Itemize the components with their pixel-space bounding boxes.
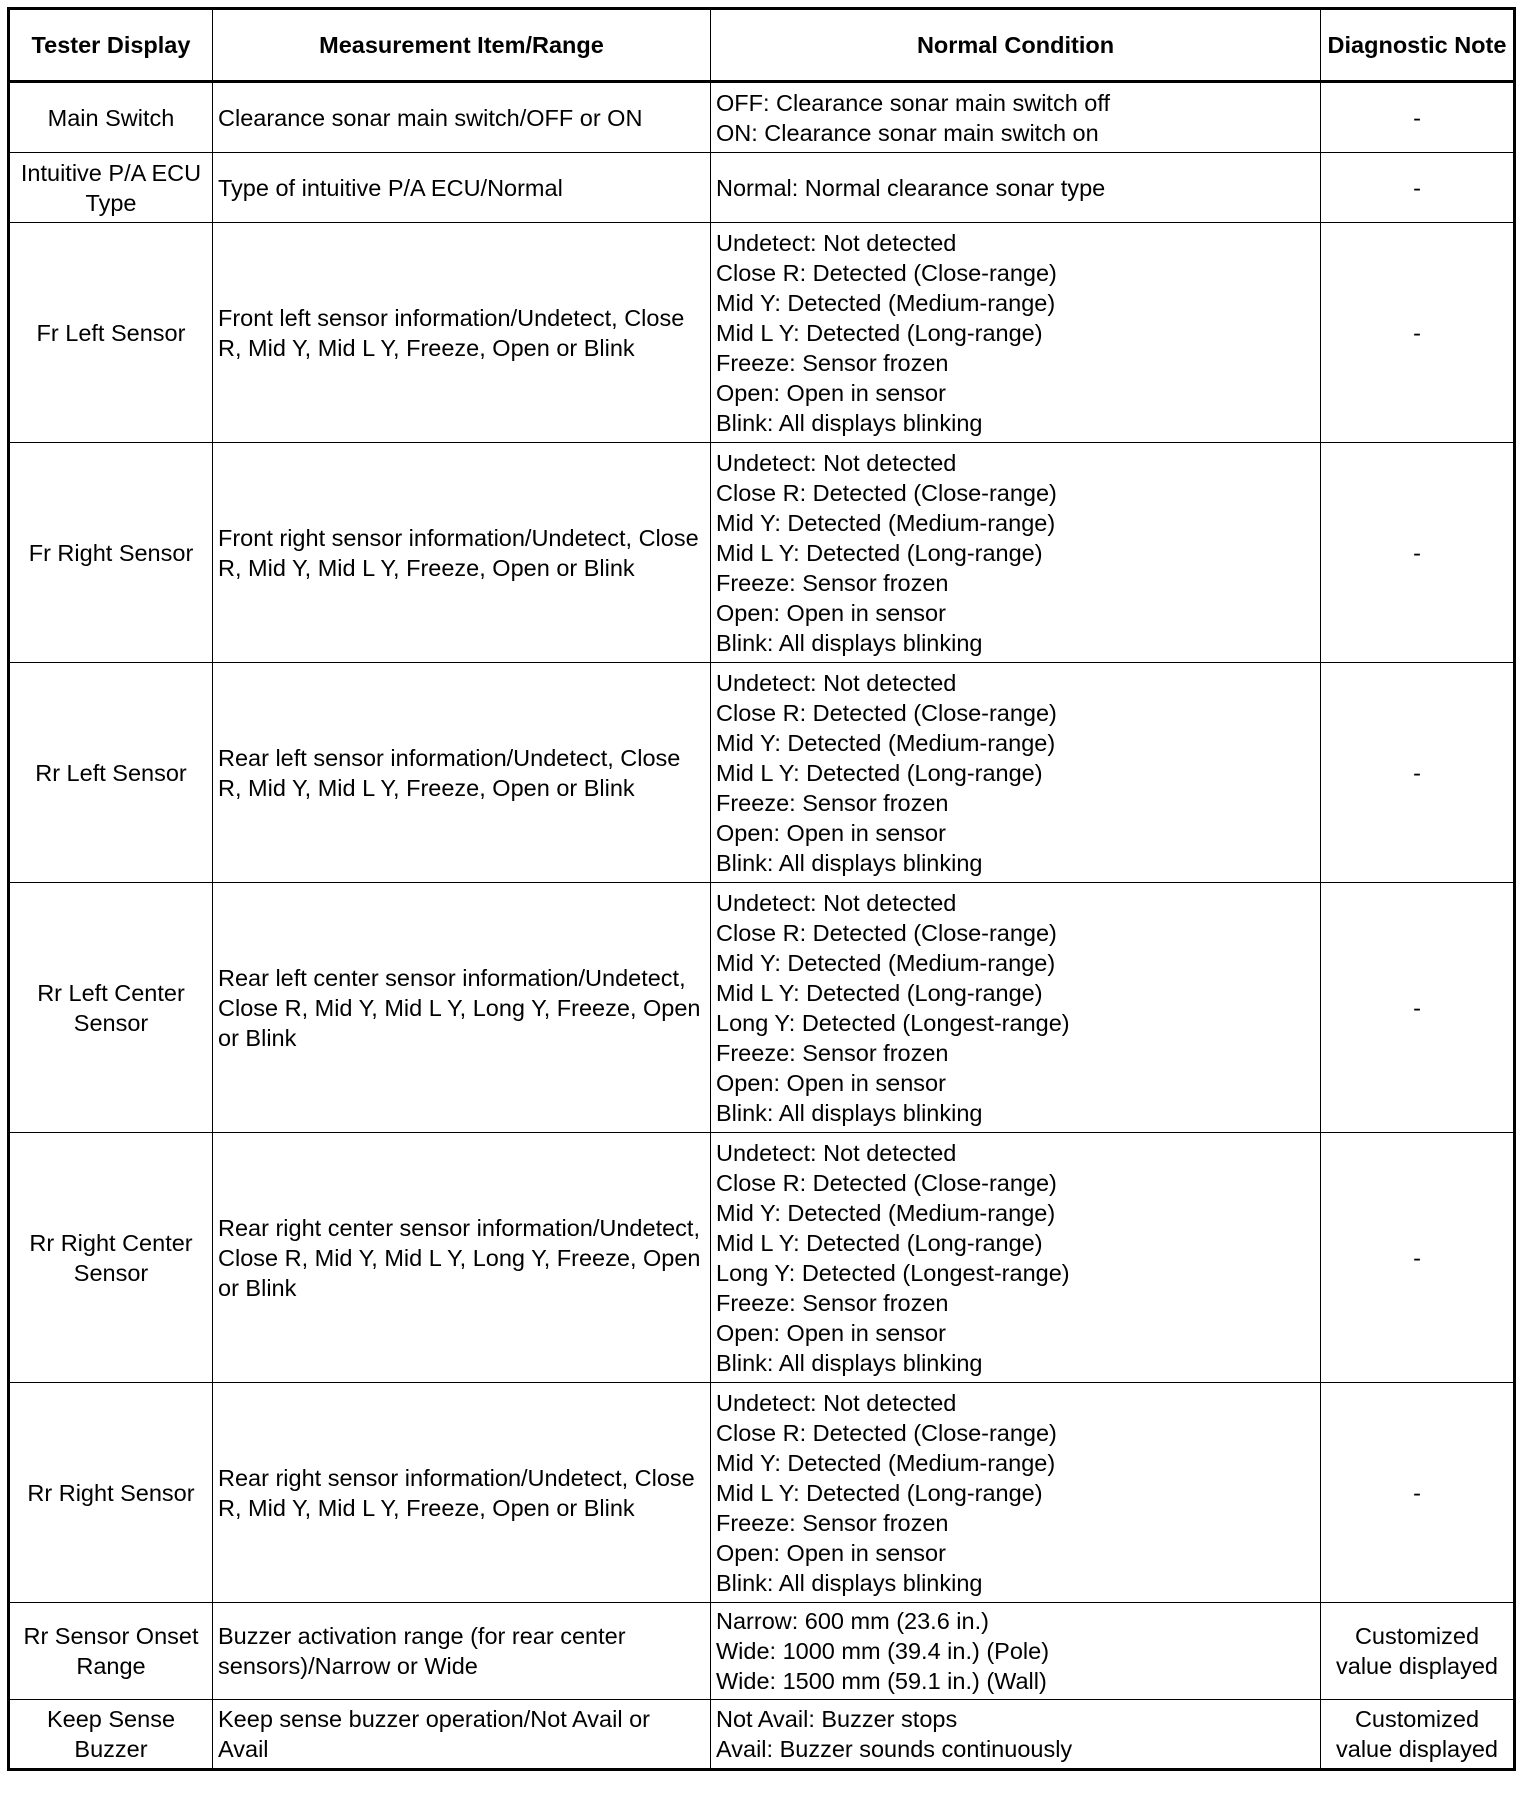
diagnostic-note-cell: - <box>1321 82 1515 153</box>
normal-condition-cell <box>711 1383 1321 1603</box>
diagnostic-note-cell: - <box>1321 1383 1515 1603</box>
table-row <box>9 1700 1515 1770</box>
table-row <box>9 663 1515 883</box>
table-row <box>9 153 1515 223</box>
condition-line: Mid L Y: Detected (Long-range) <box>716 1479 1043 1506</box>
condition-line: Narrow: 600 mm (23.6 in.) <box>716 1608 989 1634</box>
tester-display-cell: Rr Left Center Sensor <box>9 883 213 1133</box>
measurement-cell: Front left sensor information/Undetect, Close R, Mid Y, Mid L Y, Freeze, Open or Blink <box>213 223 711 443</box>
normal-condition-cell <box>711 663 1321 883</box>
condition-line: Blink: All displays blinking <box>716 1099 983 1126</box>
measurement-cell: Rear left sensor information/Undetect, Close R, Mid Y, Mid L Y, Freeze, Open or Blink <box>213 663 711 883</box>
condition-line: Not Avail: Buzzer stops <box>716 1706 958 1732</box>
diagnostic-note-cell: - <box>1321 153 1515 223</box>
tester-display-cell: Main Switch <box>9 82 213 153</box>
condition-line: Freeze: Sensor frozen <box>716 1289 949 1316</box>
tester-display-cell: Rr Left Sensor <box>9 663 213 883</box>
table-row <box>9 443 1515 663</box>
measurement-cell: Rear left center sensor information/Undetect, Close R, Mid Y, Mid L Y, Long Y, Freeze, Open or Blink <box>213 883 711 1133</box>
condition-line: Freeze: Sensor frozen <box>716 1509 949 1536</box>
normal-condition-cell <box>711 443 1321 663</box>
condition-line: OFF: Clearance sonar main switch off <box>716 89 1110 116</box>
condition-line: Freeze: Sensor frozen <box>716 569 949 596</box>
condition-line: ON: Clearance sonar main switch on <box>716 119 1099 146</box>
condition-line: Open: Open in sensor <box>716 1319 946 1346</box>
condition-line: Mid Y: Detected (Medium-range) <box>716 729 1056 756</box>
condition-line: Undetect: Not detected <box>716 889 957 916</box>
condition-line: Undetect: Not detected <box>716 1139 957 1166</box>
header-tester-display: Tester Display <box>9 9 213 82</box>
tester-display-cell: Rr Right Center Sensor <box>9 1133 213 1383</box>
measurement-cell: Rear right center sensor information/Undetect, Close R, Mid Y, Mid L Y, Long Y, Freeze, Open or Blink <box>213 1133 711 1383</box>
table-row <box>9 82 1515 153</box>
condition-line: Blink: All displays blinking <box>716 629 983 656</box>
condition-line: Mid L Y: Detected (Long-range) <box>716 759 1043 786</box>
condition-line: Mid Y: Detected (Medium-range) <box>716 1449 1056 1476</box>
condition-line: Undetect: Not detected <box>716 229 957 256</box>
condition-line: Normal: Normal clearance sonar type <box>716 174 1106 201</box>
condition-line: Close R: Detected (Close-range) <box>716 1419 1057 1446</box>
header-diagnostic-note: Diagnostic Note <box>1321 9 1515 82</box>
condition-line: Close R: Detected (Close-range) <box>716 699 1057 726</box>
condition-line: Mid Y: Detected (Medium-range) <box>716 949 1056 976</box>
tester-display-cell: Rr Sensor Onset Range <box>9 1603 213 1700</box>
condition-line: Mid Y: Detected (Medium-range) <box>716 1199 1056 1226</box>
condition-line: Close R: Detected (Close-range) <box>716 1169 1057 1196</box>
condition-line: Blink: All displays blinking <box>716 849 983 876</box>
measurement-cell: Clearance sonar main switch/OFF or ON <box>213 82 711 153</box>
tester-display-cell: Keep Sense Buzzer <box>9 1700 213 1770</box>
condition-line: Open: Open in sensor <box>716 379 946 406</box>
condition-line: Freeze: Sensor frozen <box>716 789 949 816</box>
condition-line: Mid L Y: Detected (Long-range) <box>716 319 1043 346</box>
condition-line: Blink: All displays blinking <box>716 1569 983 1596</box>
condition-line: Blink: All displays blinking <box>716 409 983 436</box>
normal-condition-cell <box>711 223 1321 443</box>
diagnostic-note-cell: Customized value displayed <box>1321 1700 1515 1770</box>
condition-line: Mid Y: Detected (Medium-range) <box>716 289 1056 316</box>
normal-condition-cell <box>711 883 1321 1133</box>
table-row <box>9 883 1515 1133</box>
diagnostic-note-cell: - <box>1321 1133 1515 1383</box>
condition-line: Undetect: Not detected <box>716 449 957 476</box>
condition-line: Open: Open in sensor <box>716 1539 946 1566</box>
condition-line: Freeze: Sensor frozen <box>716 349 949 376</box>
condition-line: Mid L Y: Detected (Long-range) <box>716 1229 1043 1256</box>
diagnostic-note-cell: - <box>1321 883 1515 1133</box>
condition-line: Wide: 1000 mm (39.4 in.) (Pole) <box>716 1638 1050 1664</box>
table-row <box>9 1603 1515 1700</box>
condition-line: Freeze: Sensor frozen <box>716 1039 949 1066</box>
measurement-cell: Rear right sensor information/Undetect, Close R, Mid Y, Mid L Y, Freeze, Open or Blink <box>213 1383 711 1603</box>
condition-line: Close R: Detected (Close-range) <box>716 919 1057 946</box>
diagnostic-note-cell: Customized value displayed <box>1321 1603 1515 1700</box>
measurement-cell: Buzzer activation range (for rear center sensors)/Narrow or Wide <box>213 1603 711 1700</box>
measurement-cell: Front right sensor information/Undetect, Close R, Mid Y, Mid L Y, Freeze, Open or Blink <box>213 443 711 663</box>
header-row <box>9 9 1515 82</box>
condition-line: Long Y: Detected (Longest-range) <box>716 1259 1070 1286</box>
diagnostic-note-cell: - <box>1321 663 1515 883</box>
condition-line: Blink: All displays blinking <box>716 1349 983 1376</box>
condition-line: Close R: Detected (Close-range) <box>716 479 1057 506</box>
condition-line: Avail: Buzzer sounds continuously <box>716 1736 1073 1762</box>
tester-display-cell: Intuitive P/A ECU Type <box>9 153 213 223</box>
condition-line: Open: Open in sensor <box>716 1069 946 1096</box>
measurement-cell: Type of intuitive P/A ECU/Normal <box>213 153 711 223</box>
normal-condition-cell <box>711 1603 1321 1700</box>
data-list-table <box>7 7 1516 1771</box>
tester-display-cell: Fr Right Sensor <box>9 443 213 663</box>
condition-line: Mid L Y: Detected (Long-range) <box>716 539 1043 566</box>
table-row <box>9 223 1515 443</box>
table-row <box>9 1133 1515 1383</box>
header-normal-condition: Normal Condition <box>711 9 1321 82</box>
measurement-cell: Keep sense buzzer operation/Not Avail or Avail <box>213 1700 711 1770</box>
condition-line: Undetect: Not detected <box>716 1389 957 1416</box>
condition-line: Close R: Detected (Close-range) <box>716 259 1057 286</box>
condition-line: Open: Open in sensor <box>716 599 946 626</box>
normal-condition-cell <box>711 1133 1321 1383</box>
header-measurement-item: Measurement Item/Range <box>213 9 711 82</box>
condition-line: Mid Y: Detected (Medium-range) <box>716 509 1056 536</box>
tester-display-cell: Rr Right Sensor <box>9 1383 213 1603</box>
condition-line: Undetect: Not detected <box>716 669 957 696</box>
condition-line: Long Y: Detected (Longest-range) <box>716 1009 1070 1036</box>
diagnostic-note-cell: - <box>1321 443 1515 663</box>
condition-line: Wide: 1500 mm (59.1 in.) (Wall) <box>716 1668 1047 1694</box>
normal-condition-cell <box>711 153 1321 223</box>
normal-condition-cell <box>711 1700 1321 1770</box>
table-row <box>9 1383 1515 1603</box>
diagnostic-note-cell: - <box>1321 223 1515 443</box>
condition-line: Open: Open in sensor <box>716 819 946 846</box>
tester-display-cell: Fr Left Sensor <box>9 223 213 443</box>
condition-line: Mid L Y: Detected (Long-range) <box>716 979 1043 1006</box>
normal-condition-cell <box>711 82 1321 153</box>
